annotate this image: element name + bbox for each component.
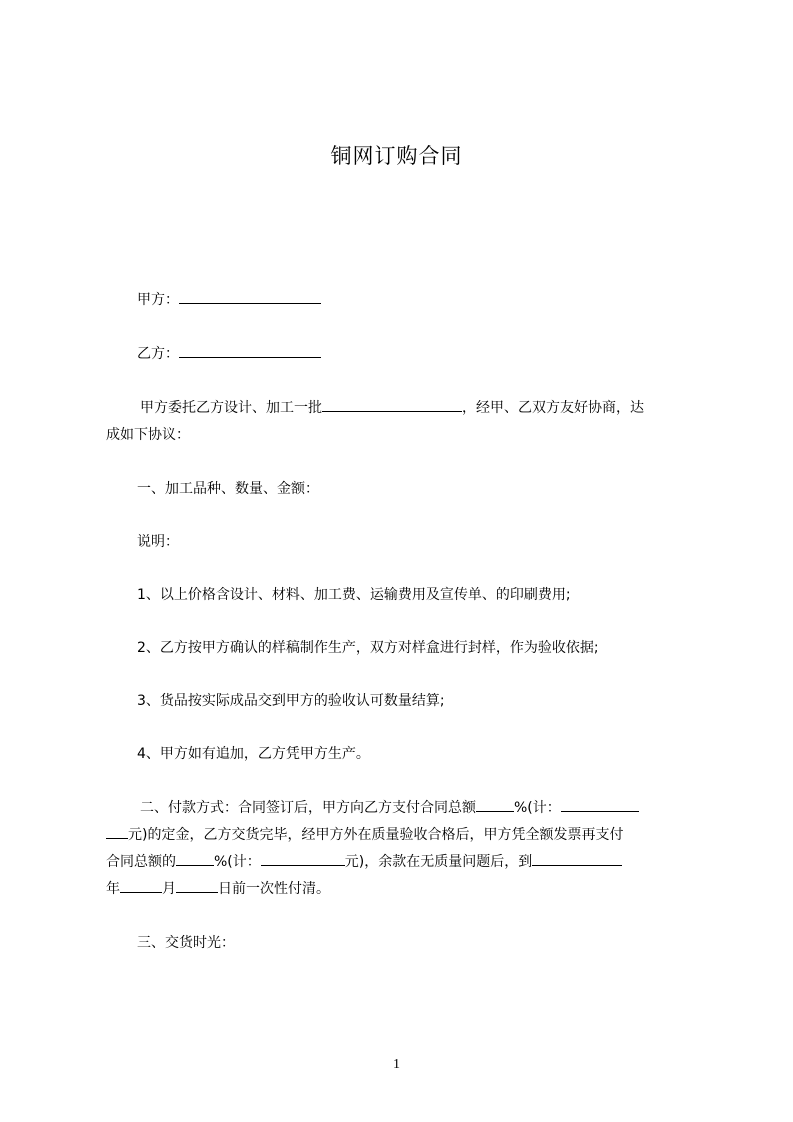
page-title: 铜网订购合同 [330,144,463,168]
party-b-blank [179,344,321,358]
section-1-heading: 一、加工品种、数量、金额： [137,481,319,497]
payment-line-1 [140,798,706,818]
note-item: 2、乙方按甲方确认的样稿制作生产，双方对样盒进行封样，作为验收依据; [137,640,599,656]
party-a-label: 甲方： [137,292,179,308]
intro-text-3: 成如下协议： [106,427,190,443]
intro-text-1: 甲方委托乙方设计、加工一批 [140,400,322,416]
party-a-line [137,290,707,310]
payment-text: 日前一次性付清。 [218,881,330,897]
payment-percent-blank [176,852,214,866]
payment-text: 年 [106,881,120,897]
payment-line-3 [106,852,706,872]
payment-text: %(计： [514,800,561,816]
day-blank [176,879,218,893]
deadline-blank [532,852,622,866]
payment-text: 合同总额的 [106,854,176,870]
payment-line-2 [106,825,706,845]
section-3-heading: 三、交货时光： [137,935,235,951]
page-number: 1 [393,1057,400,1072]
product-blank [322,398,462,412]
payment-line-4 [106,879,706,899]
payment-amount-blank [261,852,345,866]
payment-text: 元)的定金，乙方交货完毕，经甲方外在质量验收合格后，甲方凭全额发票再支付 [128,827,624,843]
note-item: 1、以上价格含设计、材料、加工费、运输费用及宣传单、的印刷费用; [137,587,571,603]
note-item: 4、甲方如有追加，乙方凭甲方生产。 [137,746,370,762]
deposit-percent-blank [476,798,514,812]
payment-text: %(计： [214,854,261,870]
party-b-line [137,344,707,364]
deposit-amount-blank-cont [106,825,128,839]
party-a-blank [179,290,321,304]
note-label: 说明： [137,534,179,550]
payment-text: 元)，余款在无质量问题后，到 [344,854,533,870]
payment-text: 月 [162,881,176,897]
intro-line-2 [106,425,706,445]
deposit-amount-blank [561,798,639,812]
year-month-blank [120,879,162,893]
party-b-label: 乙方： [137,346,179,362]
intro-text-2: ，经甲、乙双方友好协商，达 [462,400,644,416]
note-item: 3、货品按实际成品交到甲方的验收认可数量结算; [137,693,445,709]
intro-line-1 [140,398,706,418]
payment-text: 二、付款方式：合同签订后，甲方向乙方支付合同总额 [140,800,476,816]
